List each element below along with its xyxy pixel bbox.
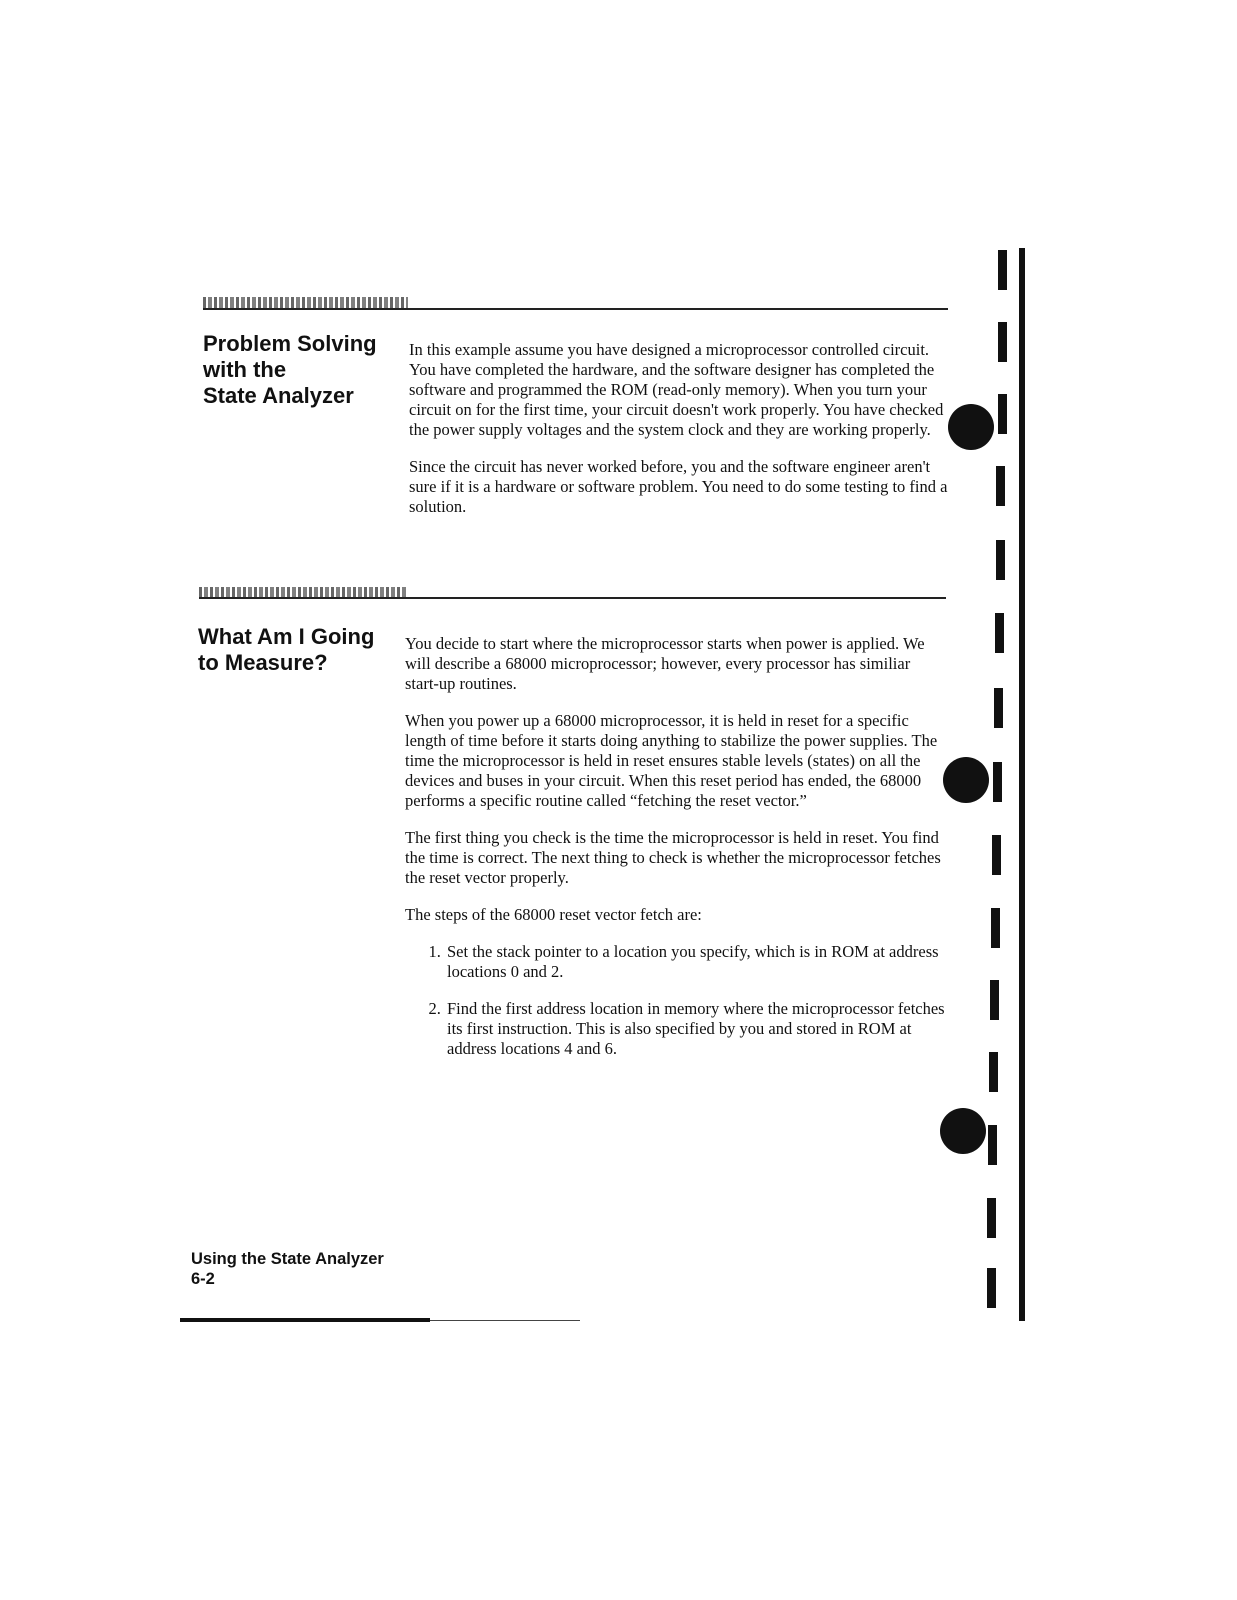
binder-hole-dot [943,757,989,803]
binder-tick-mark [992,835,1001,875]
section-body-problem-solving [409,340,949,534]
binder-tick-mark [995,613,1004,653]
binder-hole-dot [940,1108,986,1154]
binder-tick-mark [994,688,1003,728]
paragraph: Since the circuit has never worked before, you and the software engineer aren't sure if it is a hardware or software problem. You need to do some testing to find a solution. [409,457,948,516]
binder-hole-dot [948,404,994,450]
paragraph: The first thing you check is the time the microprocessor is held in reset. You find the time is correct. The next thing to check is whether the microprocessor fetches the reset vector properly. [405,828,941,887]
binder-tick-mark [990,980,999,1020]
paragraph: You decide to start where the microprocessor starts when power is applied. We will describe a 68000 microprocessor; however, every processor has similiar start-up routines. [405,634,925,693]
list-item: 2. Find the first address location in memory where the microprocessor fetches its first instruction. This is also specified by you and stored in ROM at address locations 4 and 6. [445,999,945,1059]
section-tab-marker [203,297,408,308]
paragraph: In this example assume you have designed a microprocessor controlled circuit. You have completed the hardware, and the software designer has completed the software and programmed the ROM (read-only memory). When you turn your circuit on for the first time, your circuit doesn't work properly. You have checked the power supply voltages and the system clock and they are working properly. [409,340,944,439]
binder-tick-mark [987,1198,996,1238]
footer-title: Using the State Analyzer [191,1250,384,1268]
footer-rule [180,1318,430,1322]
reset-vector-steps-list [405,942,945,1059]
section-body-what-to-measure [405,634,945,1076]
section-heading-problem-solving: Problem Solving with the State Analyzer [203,331,377,408]
list-item: 1. Set the stack pointer to a location you specify, which is in ROM at address locations 0 and 2. [445,942,945,982]
binder-tick-mark [987,1268,996,1308]
binder-tick-mark [993,762,1002,802]
binder-edge-line [1019,248,1025,1321]
paragraph: The steps of the 68000 reset vector fetch are: [405,905,702,924]
page-number: 6-2 [191,1270,215,1288]
section-divider [203,308,948,310]
section-heading-what-to-measure: What Am I Going to Measure? [198,624,375,675]
binder-tick-mark [996,540,1005,580]
binder-tick-mark [996,466,1005,506]
paragraph: When you power up a 68000 microprocessor, it is held in reset for a specific length of time before it starts doing anything to stabilize the power supplies. The time the microprocessor is held in reset ensures stable levels (states) on all the devices and buses in your circuit. When this reset period has ended, the 68000 performs a specific routine called “fetching the reset vector.” [405,711,938,810]
binder-tick-mark [998,322,1007,362]
binder-tick-mark [991,908,1000,948]
footer-rule-thin [430,1320,580,1321]
binder-tick-mark [988,1125,997,1165]
binder-tick-mark [998,394,1007,434]
binder-tick-mark [989,1052,998,1092]
section-divider [199,597,946,599]
binder-tick-mark [998,250,1007,290]
